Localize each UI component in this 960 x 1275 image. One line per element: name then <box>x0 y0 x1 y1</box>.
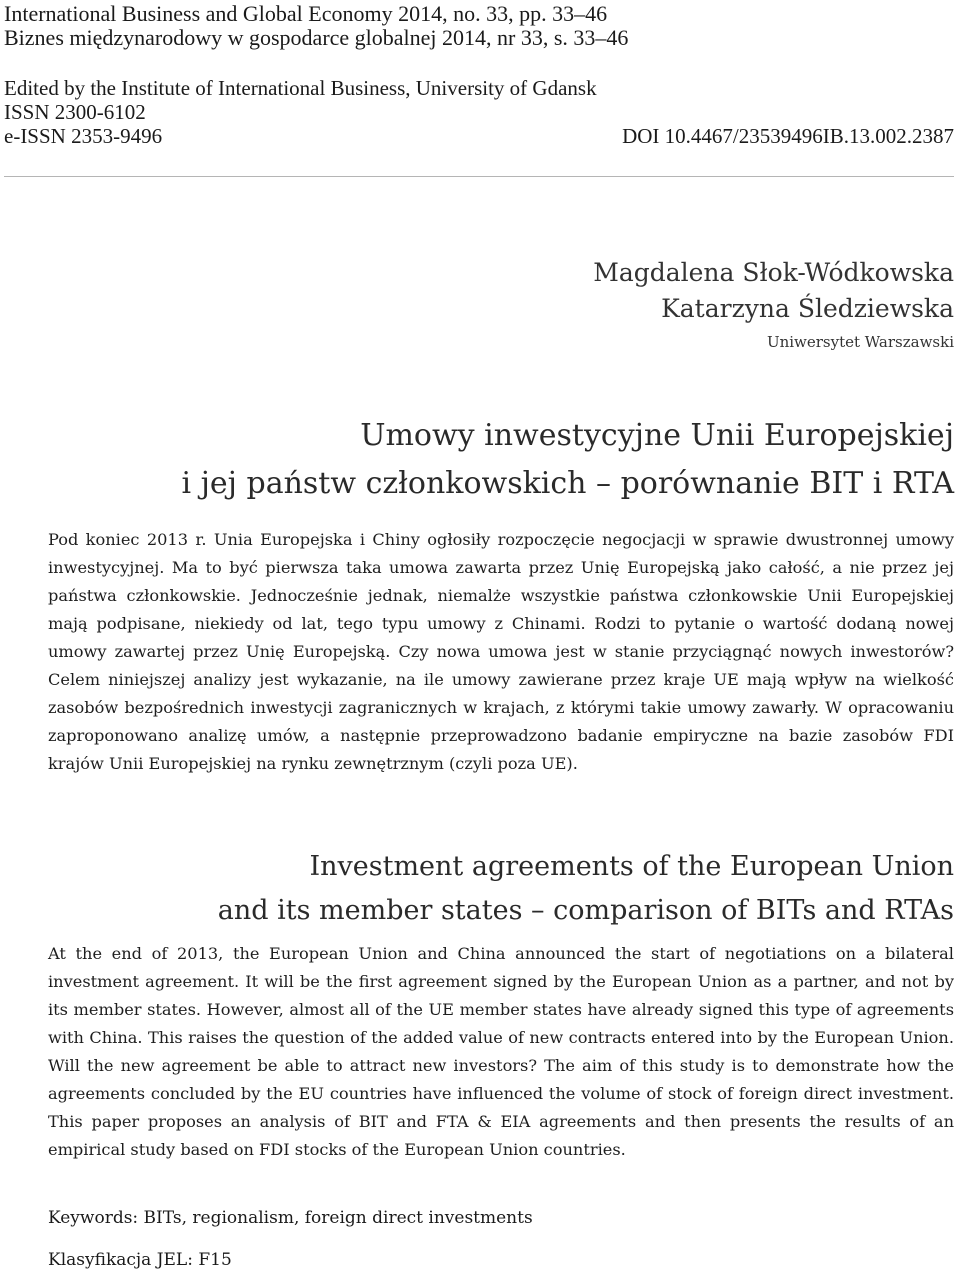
title-line: Umowy inwestycyjne Unii Europejskiej <box>360 418 954 453</box>
author-name: Katarzyna Śledziewska <box>661 294 954 323</box>
keywords: Keywords: BITs, regionalism, foreign direct investments <box>48 1208 533 1228</box>
author-affiliation: Uniwersytet Warszawski <box>766 333 954 351</box>
article-title-pl <box>181 412 954 508</box>
author-block <box>593 255 954 355</box>
jel-classification: Klasyfikacja JEL: F15 <box>48 1250 232 1270</box>
title-line: and its member states – comparison of BITs and RTAs <box>217 895 954 926</box>
doi: DOI 10.4467/23539496IB.13.002.2387 <box>622 124 954 148</box>
header-divider <box>4 176 954 177</box>
title-line: Investment agreements of the European Union <box>309 851 954 882</box>
issn: ISSN 2300-6102 <box>4 100 146 124</box>
publication-meta <box>4 76 954 148</box>
journal-citation-en: International Business and Global Economy 2014, no. 33, pp. 33–46 <box>4 1 608 26</box>
edited-by: Edited by the Institute of International Business, University of Gdansk <box>4 76 597 100</box>
author-name: Magdalena Słok-Wódkowska <box>593 258 954 287</box>
abstract-en: At the end of 2013, the European Union and China announced the start of negotiations on a bilateral investment agreement. It will be the first agreement signed by the European Union as a partner, and not by its member states. However, almost all of the UE member states have already signed this type of agreements with China. This raises the question of the added value of new contracts entered into by the European Union. Will the new agreement be able to attract new investors? The aim of this study is to demonstrate how the agreements concluded by the EU countries have influenced the volume of stock of foreign direct investment. This paper proposes an analysis of BIT and FTA & EIA agreements and then presents the results of an empirical study based on FDI stocks of the European Union countries. <box>48 944 954 1159</box>
abstract-pl: Pod koniec 2013 r. Unia Europejska i Chiny ogłosiły rozpoczęcie negocjacji w sprawie dwustronnej umowy inwestycyjnej. Ma to być pierwsza taka umowa zawarta przez Unię Europejską jako całość, a nie przez jej państwa członkowskie. Jednocześnie jednak, niemalże wszystkie państwa członkowskie Unii Europejskiej mają podpisane, niekiedy od lat, tego typu umowy z Chinami. Rodzi to pytanie o wartość dodaną nowej umowy zawartej przez Unię Europejską. Czy nowa umowa jest w stanie przyciągnąć nowych inwestorów? Celem niniejszej analizy jest wykazanie, na ile umowy zawierane przez kraje UE mają wpływ na wielkość zasobów bezpośrednich inwestycji zagranicznych w krajach, z którymi takie umowy zawarły. W opracowaniu zaproponowano analizę umów, a następnie przeprowadzono badanie empiryczne na bazie zasobów FDI krajów Unii Europejskiej na rynku zewnętrznym (czyli poza UE). <box>48 530 954 773</box>
title-line: i jej państw członkowskich – porównanie BIT i RTA <box>181 466 954 501</box>
journal-citation-pl: Biznes międzynarodowy w gospodarce globalnej 2014, nr 33, s. 33–46 <box>4 25 629 50</box>
eissn: e-ISSN 2353-9496 <box>4 124 163 148</box>
article-title-en <box>218 845 954 933</box>
eissn-doi-row <box>4 124 954 148</box>
journal-header <box>4 2 954 50</box>
